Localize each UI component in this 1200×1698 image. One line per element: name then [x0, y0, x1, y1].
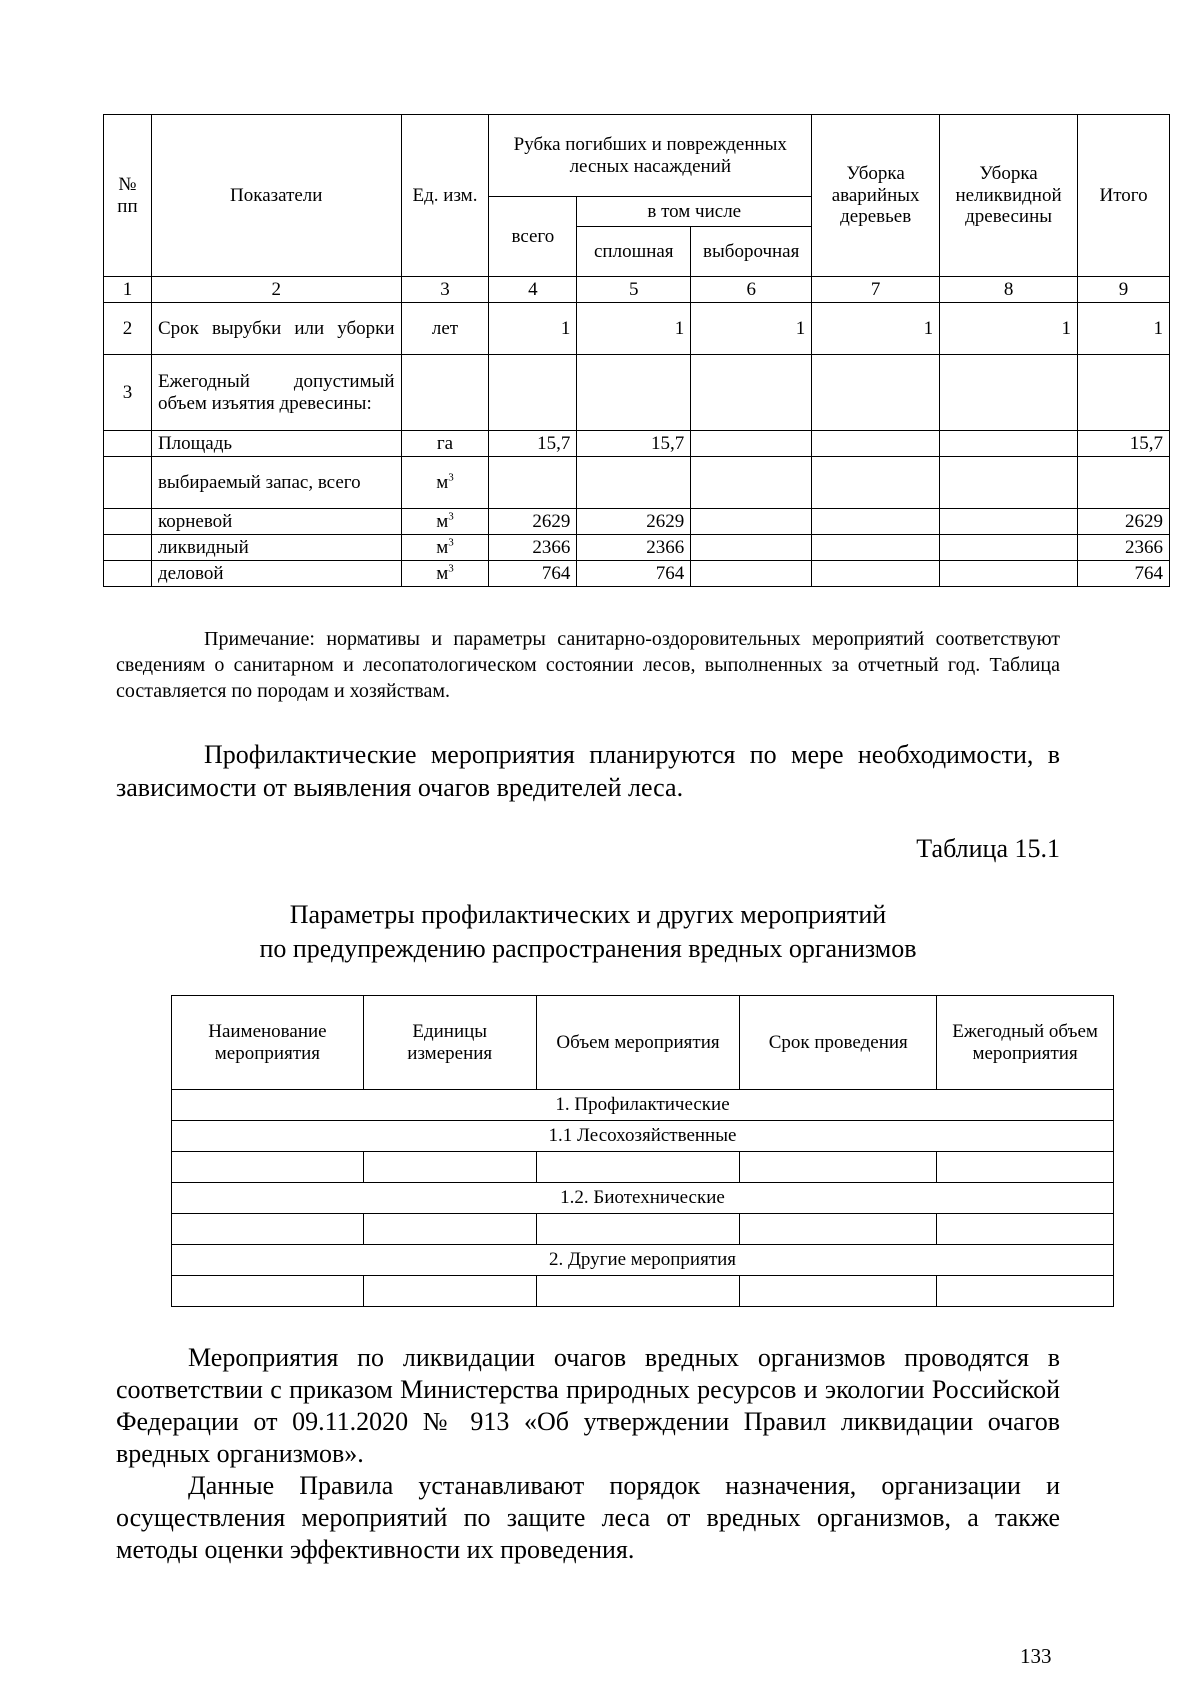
body-text [116, 1342, 1060, 1566]
row-unit: $м^3$ [401, 509, 489, 535]
row-value: 2629 [577, 509, 691, 535]
table-row [104, 303, 1170, 355]
row-name: деловой [151, 561, 401, 587]
row-name: выбираемый запас, всего [151, 457, 401, 509]
empty-cell [536, 1214, 740, 1245]
header-itogo: Итого [1078, 115, 1170, 277]
row-value: 1 [577, 303, 691, 355]
empty-cell [172, 1214, 364, 1245]
table-row [172, 1152, 1114, 1183]
table-title-line: Параметры профилактических и других мероприятий [289, 900, 887, 929]
section-row: 1.2. Биотехнические [172, 1183, 1114, 1214]
row-unit: $м^3$ [401, 457, 489, 509]
col-number: 4 [489, 277, 577, 303]
row-value: 1 [812, 303, 940, 355]
header-clear: сплошная [577, 227, 691, 277]
row-no [104, 457, 152, 509]
row-unit: лет [401, 303, 489, 355]
empty-cell [937, 1214, 1114, 1245]
table-row [104, 535, 1170, 561]
row-value [691, 535, 812, 561]
header-units: Единицы измерения [363, 996, 536, 1090]
row-value [691, 457, 812, 509]
row-no [104, 561, 152, 587]
header-emergency: Уборка аварийных деревьев [812, 115, 940, 277]
col-number: 9 [1078, 277, 1170, 303]
row-value: 2629 [1078, 509, 1170, 535]
row-value [691, 431, 812, 457]
table-row [104, 509, 1170, 535]
table-row [104, 561, 1170, 587]
row-value [940, 431, 1078, 457]
col-number: 1 [104, 277, 152, 303]
table-row [104, 355, 1170, 431]
empty-cell [363, 1152, 536, 1183]
row-value [812, 509, 940, 535]
row-unit: га [401, 431, 489, 457]
col-number: 7 [812, 277, 940, 303]
row-no [104, 431, 152, 457]
empty-cell [172, 1152, 364, 1183]
header-volume: Объем мероприятия [536, 996, 740, 1090]
forest-felling-table [103, 114, 1170, 587]
row-value: 15,7 [1078, 431, 1170, 457]
row-name: Ежегодный допустимый объем изъятия древесины: [151, 355, 401, 431]
empty-cell [937, 1152, 1114, 1183]
row-value: 15,7 [489, 431, 577, 457]
header-no: № пп [104, 115, 152, 277]
header-felling: Рубка погибших и поврежденных лесных насаждений [489, 115, 812, 197]
row-value [577, 457, 691, 509]
section-row: 1.1 Лесохозяйственные [172, 1121, 1114, 1152]
row-value [577, 355, 691, 431]
row-value [940, 457, 1078, 509]
row-value: 764 [577, 561, 691, 587]
col-number: 5 [577, 277, 691, 303]
header-including: в том числе [577, 197, 812, 227]
row-value: 1 [1078, 303, 1170, 355]
section-row: 1. Профилактические [172, 1090, 1114, 1121]
col-number: 2 [151, 277, 401, 303]
empty-cell [740, 1214, 937, 1245]
table-row [172, 1214, 1114, 1245]
empty-cell [363, 1214, 536, 1245]
row-value [812, 457, 940, 509]
empty-cell [536, 1152, 740, 1183]
paragraph-rules: Данные Правила устанавливают порядок назначения, организации и осуществления мероприятий по защите леса от вредных организмов, а также методы оценки эффективности их проведения. [116, 1471, 1060, 1564]
row-no: 2 [104, 303, 152, 355]
table-title [116, 898, 1060, 966]
header-unit: Ед. изм. [401, 115, 489, 277]
row-name: Срок вырубки или уборки [151, 303, 401, 355]
empty-cell [536, 1276, 740, 1307]
table-row [172, 1276, 1114, 1307]
row-unit: $м^3$ [401, 561, 489, 587]
page-number: 133 [1020, 1644, 1052, 1668]
empty-cell [740, 1276, 937, 1307]
row-value: 2629 [489, 509, 577, 535]
row-value: 764 [1078, 561, 1170, 587]
row-name: Площадь [151, 431, 401, 457]
header-term: Срок проведения [740, 996, 937, 1090]
row-value: 2366 [1078, 535, 1170, 561]
row-value [489, 355, 577, 431]
col-number: 3 [401, 277, 489, 303]
row-value [812, 431, 940, 457]
row-unit [401, 355, 489, 431]
row-value: 764 [489, 561, 577, 587]
row-value: 1 [489, 303, 577, 355]
row-unit: $м^3$ [401, 535, 489, 561]
row-value [1078, 355, 1170, 431]
row-value [940, 509, 1078, 535]
table-note: Примечание: нормативы и параметры санитарно-оздоровительных мероприятий соответствуют сведениям о санитарном и лесопатологическом состоянии лесов, выполненных за отчетный год. Таблица составляется по породам и хозяйствам. [116, 628, 1060, 702]
row-value [691, 509, 812, 535]
section-row: 2. Другие мероприятия [172, 1245, 1114, 1276]
paragraph-liquidation: Мероприятия по ликвидации очагов вредных организмов проводятся в соответствии с приказом Министерства природных ресурсов и экологии Российской Федерации от 09.11.2020 № 913 «Об утверждении Правил ликвидации очагов вредных организмов». [116, 1343, 1060, 1468]
row-name: ликвидный [151, 535, 401, 561]
table-number: Таблица 15.1 [916, 834, 1060, 863]
row-value [940, 561, 1078, 587]
row-value [691, 355, 812, 431]
row-value [940, 535, 1078, 561]
empty-cell [740, 1152, 937, 1183]
row-value: 1 [691, 303, 812, 355]
row-value [489, 457, 577, 509]
table-row [104, 457, 1170, 509]
row-no [104, 509, 152, 535]
empty-cell [363, 1276, 536, 1307]
empty-cell [172, 1276, 364, 1307]
empty-cell [937, 1276, 1114, 1307]
row-value: 2366 [577, 535, 691, 561]
paragraph-prophylactic: Профилактические мероприятия планируются по мере необходимости, в зависимости от выявления очагов вредителей леса. [116, 740, 1060, 802]
row-value: 1 [940, 303, 1078, 355]
row-value [1078, 457, 1170, 509]
header-illiquid: Уборка неликвидной древесины [940, 115, 1078, 277]
row-value [812, 355, 940, 431]
measures-table [171, 995, 1114, 1307]
header-measure-name: Наименование мероприятия [172, 996, 364, 1090]
header-indicators: Показатели [151, 115, 401, 277]
col-number: 6 [691, 277, 812, 303]
row-value: 15,7 [577, 431, 691, 457]
header-annual-volume: Ежегодный объем мероприятия [937, 996, 1114, 1090]
row-no [104, 535, 152, 561]
header-selective: выборочная [691, 227, 812, 277]
table-title-line: по предупреждению распространения вредных организмов [259, 934, 917, 963]
row-value: 2366 [489, 535, 577, 561]
row-value [940, 355, 1078, 431]
row-name: корневой [151, 509, 401, 535]
row-value [691, 561, 812, 587]
row-value [812, 561, 940, 587]
row-value [812, 535, 940, 561]
row-no: 3 [104, 355, 152, 431]
col-number: 8 [940, 277, 1078, 303]
header-total-all: всего [489, 197, 577, 277]
table-row [104, 431, 1170, 457]
